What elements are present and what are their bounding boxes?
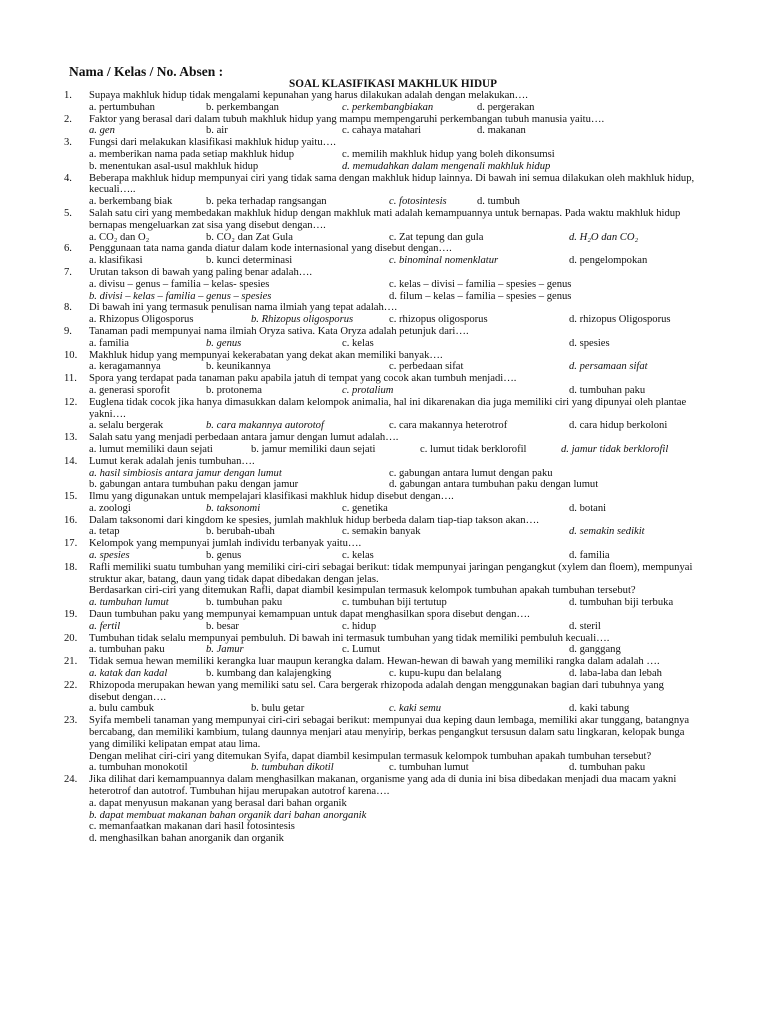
- answer-option: b. perkembangan: [206, 101, 279, 113]
- answer-option: d. memudahkan dalam mengenali makhluk hidup: [342, 160, 551, 172]
- answer-option: c. kupu-kupu dan belalang: [389, 668, 502, 680]
- answer-option: b. taksonomi: [206, 502, 261, 514]
- answer-options-row: [89, 314, 696, 326]
- answer-option: a. gen: [89, 125, 115, 137]
- answer-options-row: [89, 550, 696, 562]
- answer-option: c. semakin banyak: [342, 526, 421, 538]
- answer-options-row: [89, 279, 696, 291]
- answer-option: a. Rhizopus Oligosporus: [89, 314, 194, 326]
- answer-options-row: [89, 232, 696, 244]
- answer-option: d. tumbuhan biji terbuka: [569, 597, 674, 609]
- question-followup-text: Dengan melihat ciri-ciri yang ditemukan Syifa, dapat diambil kesimpulan termasuk kelompok tumbuhan apakah tumbuhan tersebut?: [89, 750, 652, 762]
- answer-option: d. makanan: [477, 125, 526, 137]
- answer-options-row: [89, 338, 696, 350]
- question-text: Dalam taksonomi dari kingdom ke spesies, jumlah makhluk hidup berbeda dalam tiap-tiap takson akan….: [89, 514, 539, 526]
- answer-option: d. filum – kelas – familia – spesies – genus: [389, 290, 572, 302]
- answer-option: c. perbedaan sifat: [389, 361, 464, 373]
- answer-option: c. kelas: [342, 337, 374, 349]
- answer-option: b. air: [206, 125, 228, 137]
- answer-options-row: [89, 597, 696, 609]
- answer-option: a. familia: [89, 337, 130, 349]
- question-number: 5.: [64, 207, 72, 219]
- answer-option: c. memilih makhluk hidup yang boleh dikonsumsi: [342, 148, 555, 160]
- answer-option: a. lumut memiliki daun sejati: [89, 443, 213, 455]
- question-text: Syifa membeli tanaman yang mempunyai ciri-ciri sebagai berikut: mempunyai dua keping daun lembaga, memiliki akar tunggang, batangnya bercabang, dan memiliki kambium, tulang daunnya menjari atau menyirip, berkas pengangkut tersusun dalam satu lingkaran, kelopak bunga yang dimiliki kelipatan empat atau lima.: [89, 715, 690, 750]
- question-stem: [64, 90, 696, 102]
- question-stem: [64, 326, 696, 338]
- question-stem: [64, 302, 696, 314]
- answer-option: b. tumbuhan paku: [206, 597, 283, 609]
- question-stem: [64, 562, 696, 586]
- question-number: 4.: [64, 172, 72, 184]
- answer-option: c. lumut tidak berklorofil: [420, 443, 527, 455]
- answer-option: d. semakin sedikit: [569, 526, 645, 538]
- question-number: 21.: [64, 656, 78, 668]
- question-stem: [64, 715, 696, 750]
- question-text: Ilmu yang digunakan untuk mempelajari klasifikasi makhluk hidup disebut dengan….: [89, 491, 454, 503]
- question-number: 18.: [64, 561, 78, 573]
- question-item: [64, 538, 696, 562]
- question-text: Jika dilihat dari kemampuannya dalam menghasilkan makanan, organisme yang ada di dunia ini bisa dibedakan menjadi dua macam yakni heterotrof dan autotrof. Tumbuhan hijau merupakan autotrof karena….: [89, 774, 677, 798]
- answer-option: b. cara makannya autorotof: [206, 420, 324, 432]
- question-item: [64, 373, 696, 397]
- question-number: 1.: [64, 90, 72, 101]
- question-stem: [64, 680, 696, 704]
- answer-options-row: [89, 526, 696, 538]
- question-item: [64, 456, 696, 491]
- answer-option: a. generasi sporofit: [89, 384, 170, 396]
- answer-option: d. tumbuh: [477, 196, 520, 208]
- answer-option: d. pengelompokan: [569, 255, 648, 267]
- answer-option: c. tumbuhan biji tertutup: [342, 597, 447, 609]
- question-number: 3.: [64, 137, 72, 149]
- student-identity-header: Nama / Kelas / No. Absen :: [69, 64, 224, 79]
- answer-option: a. berkembang biak: [89, 196, 173, 208]
- question-stem: [64, 208, 696, 232]
- question-text: Salah satu ciri yang membedakan makhluk hidup dengan makhluk mati adalah kemampuannya untuk bernapas. Pada waktu makhluk hidup bernapas mengeluarkan zat sisa yang disebut dengan….: [89, 207, 681, 231]
- answer-options-list: [89, 798, 696, 845]
- answer-options-row: [89, 196, 696, 208]
- answer-option: a. tumbuhan monokotil: [89, 762, 188, 774]
- question-stem: [64, 491, 696, 503]
- question-number: 22.: [64, 679, 78, 691]
- answer-option: d. jamur tidak berklorofil: [561, 443, 669, 455]
- worksheet-title: SOAL KLASIFIKASI MAKHLUK HIDUP: [289, 78, 497, 90]
- answer-options-row: [89, 102, 696, 114]
- question-text: Tanaman padi mempunyai nama ilmiah Oryza sativa. Kata Oryza adalah petunjuk dari….: [89, 325, 469, 337]
- answer-option: a. tumbuhan paku: [89, 644, 165, 656]
- question-text: Supaya makhluk hidup tidak mengalami kepunahan yang harus dilakukan adalah dengan melakukan….: [89, 90, 528, 101]
- answer-option: a. tetap: [89, 526, 120, 538]
- answer-option: c. memanfaatkan makanan dari hasil fotosintesis: [89, 821, 295, 833]
- answer-options-row: [89, 621, 696, 633]
- question-item: [64, 633, 696, 657]
- question-item: [64, 715, 696, 774]
- question-text: Urutan takson di bawah yang paling benar adalah….: [89, 266, 312, 278]
- question-text: Beberapa makhluk hidup mempunyai ciri yang tidak sama dengan makhluk hidup lainnya. Di bawah ini semua dilakukan oleh makhluk hidup, kecuali…..: [89, 172, 695, 196]
- answer-option: d. tumbuhan paku: [569, 384, 646, 396]
- question-item: [64, 302, 696, 326]
- question-text: Makhluk hidup yang mempunyai kekerabatan yang dekat akan memiliki banyak….: [89, 349, 443, 361]
- question-item: [64, 267, 696, 302]
- question-number: 14.: [64, 455, 78, 467]
- question-item: [64, 208, 696, 243]
- answer-option: a. klasifikasi: [89, 255, 143, 267]
- answer-options-row: [89, 668, 696, 680]
- answer-option: b. keunikannya: [206, 361, 271, 373]
- question-text: Rhizopoda merupakan hewan yang memiliki satu sel. Cara bergerak rhizopoda adalah dengan menggunakan bagian dari tubuhnya yang disebut dengan….: [89, 679, 664, 703]
- question-text: Faktor yang berasal dari dalam tubuh makhluk hidup yang mampu mempengaruhi perkembangan tubuh manusia yaitu….: [89, 113, 605, 125]
- question-number: 16.: [64, 514, 78, 526]
- question-stem: [64, 774, 696, 798]
- question-number: 23.: [64, 715, 78, 727]
- question-number: 11.: [64, 373, 77, 385]
- question-text: Tumbuhan tidak selalu mempunyai pembuluh. Di bawah ini termasuk tumbuhan yang tidak memiliki pembuluh kecuali….: [89, 632, 610, 644]
- question-number: 20.: [64, 632, 78, 644]
- question-number: 15.: [64, 491, 78, 503]
- answer-option: d. laba-laba dan lebah: [569, 668, 662, 680]
- question-text: Fungsi dari melakukan klasifikasi makhluk hidup yaitu….: [89, 137, 336, 149]
- question-text: Daun tumbuhan paku yang mempunyai kemampuan untuk dapat menghasilkan spora disebut dengan….: [89, 609, 530, 621]
- question-stem: [64, 373, 696, 385]
- question-item: [64, 397, 696, 432]
- question-item: [64, 515, 696, 539]
- answer-option: d. gabungan antara tumbuhan paku dengan lumut: [389, 479, 599, 491]
- question-item: [64, 656, 696, 680]
- question-item: [64, 243, 696, 267]
- answer-options-row: [89, 385, 696, 397]
- answer-option: b. Rhizopus oligosporus: [251, 314, 354, 326]
- answer-option: b. genus: [206, 337, 242, 349]
- question-stem: [64, 538, 696, 550]
- question-item: [64, 90, 696, 114]
- question-item: [64, 491, 696, 515]
- answer-option: c. hidup: [342, 620, 377, 632]
- answer-option: b. genus: [206, 550, 242, 562]
- answer-option: c. kelas: [342, 550, 374, 562]
- answer-option: b. kumbang dan kalajengking: [206, 668, 332, 680]
- question-text: Rafli memiliki suatu tumbuhan yang memiliki ciri-ciri sebagai berikut: tidak mempunyai jaringan pengangkut (xylem dan floem), mempunyai struktur akar, batang, daun yang tidak dapat dibedakan dengan jelas.: [89, 561, 693, 585]
- answer-option: a. memberikan nama pada setiap makhluk hidup: [89, 148, 295, 160]
- answer-option: c. tumbuhan lumut: [389, 762, 469, 774]
- question-stem: [64, 515, 696, 527]
- question-stem: [64, 137, 696, 149]
- answer-option: c. kaki semu: [389, 703, 442, 715]
- answer-options-row: [89, 503, 696, 515]
- answer-option: b. tumbuhan dikotil: [251, 762, 334, 774]
- question-text: Di bawah ini yang termasuk penulisan nama ilmiah yang tepat adalah….: [89, 302, 398, 314]
- question-number: 17.: [64, 538, 78, 550]
- question-item: [64, 432, 696, 456]
- answer-option: b. protonema: [206, 384, 262, 396]
- answer-option: a. zoologi: [89, 502, 131, 514]
- answer-option: b. gabungan antara tumbuhan paku dengan jamur: [89, 479, 299, 491]
- question-stem: [64, 243, 696, 255]
- question-text: Kelompok yang mempunyai jumlah individu terbanyak yaitu….: [89, 538, 362, 550]
- answer-option: d. H₂O dan CO₂: [569, 231, 639, 243]
- answer-option: d. familia: [569, 550, 610, 562]
- answer-option: a. fertil: [89, 620, 121, 632]
- question-stem: [64, 633, 696, 645]
- answer-option: c. cara makannya heterotrof: [389, 420, 508, 432]
- question-stem: [64, 456, 696, 468]
- answer-options-row: [89, 125, 696, 137]
- question-followup-text: Berdasarkan ciri-ciri yang ditemukan Rafli, dapat diambil kesimpulan termasuk kelompok tumbuhan apakah tumbuhan tersebut?: [89, 585, 636, 597]
- answer-option: a. divisu – genus – familia – kelas- spesies: [89, 278, 270, 290]
- answer-option: a. katak dan kadal: [89, 668, 168, 680]
- answer-options-row: [89, 468, 696, 480]
- question-number: 9.: [64, 325, 72, 337]
- answer-options-row: [89, 161, 696, 173]
- answer-option: c. Lumut: [342, 644, 381, 656]
- answer-option: a. hasil simbiosis antara jamur dengan lumut: [89, 467, 282, 479]
- answer-options-row: [89, 444, 696, 456]
- question-text: Spora yang terdapat pada tanaman paku apabila jatuh di tempat yang cocok akan tumbuh menjadi….: [89, 373, 517, 385]
- answer-option: c. fotosintesis: [389, 196, 447, 208]
- question-number: 2.: [64, 113, 72, 125]
- question-stem: [64, 656, 696, 668]
- answer-option: c. gabungan antara lumut dengan paku: [389, 467, 553, 479]
- answer-option: b. peka terhadap rangsangan: [206, 196, 327, 208]
- question-list: [64, 90, 696, 845]
- answer-option: b. Jamur: [206, 644, 244, 656]
- question-text: Tidak semua hewan memiliki kerangka luar maupun kerangka dalam. Hewan-hewan di bawah yang memiliki rangka dalam adalah ….: [89, 656, 660, 668]
- question-number: 13.: [64, 432, 78, 444]
- question-stem: [64, 267, 696, 279]
- answer-option: b. bulu getar: [251, 703, 305, 715]
- answer-option: c. Zat tepung dan gula: [389, 231, 484, 243]
- answer-option: b. menentukan asal-usul makhluk hidup: [89, 160, 259, 172]
- answer-option: d. steril: [569, 620, 601, 632]
- question-item: [64, 774, 696, 845]
- question-item: [64, 680, 696, 715]
- question-text: Euglena tidak cocok jika hanya dimasukkan dalam kelompok animalia, hal ini dikarenakan dia juga memiliki ciri yang dipunyai oleh plantae yakni….: [89, 396, 687, 420]
- answer-options-row: [89, 644, 696, 656]
- answer-options-row: [89, 255, 696, 267]
- answer-option: d. spesies: [569, 337, 610, 349]
- answer-option: d. botani: [569, 502, 607, 514]
- answer-option: b. besar: [206, 620, 239, 632]
- answer-option: b. dapat membuat makanan bahan organik dari bahan anorganik: [89, 809, 367, 821]
- question-stem: [64, 173, 696, 197]
- answer-option: d. menghasilkan bahan anorganik dan organik: [89, 833, 284, 845]
- question-number: 10.: [64, 349, 78, 361]
- question-number: 24.: [64, 774, 78, 786]
- answer-option: a. dapat menyusun makanan yang berasal dari bahan organik: [89, 797, 347, 809]
- question-item: [64, 173, 696, 208]
- answer-option: c. rhizopus oligosporus: [389, 314, 488, 326]
- answer-option: a. spesies: [89, 550, 130, 562]
- question-stem: [64, 609, 696, 621]
- question-item: [64, 326, 696, 350]
- answer-option: a. CO₂ dan O₂: [89, 231, 150, 243]
- question-item: [64, 609, 696, 633]
- answer-option: a. tumbuhan lumut: [89, 597, 169, 609]
- question-text: Penggunaan tata nama ganda diatur dalam kode internasional yang disebut dengan….: [89, 243, 452, 255]
- answer-option: b. CO₂ dan Zat Gula: [206, 231, 293, 243]
- answer-options-row: [89, 149, 696, 161]
- answer-options-row: [89, 420, 696, 432]
- answer-option: a. keragamannya: [89, 361, 161, 373]
- question-number: 6.: [64, 243, 72, 255]
- answer-option: d. tumbuhan paku: [569, 762, 646, 774]
- question-number: 19.: [64, 609, 78, 621]
- answer-option: a. selalu bergerak: [89, 420, 164, 432]
- answer-option: c. protalium: [342, 384, 394, 396]
- answer-option: d. ganggang: [569, 644, 621, 656]
- question-number: 12.: [64, 396, 78, 408]
- question-number: 7.: [64, 266, 72, 278]
- answer-option: b. kunci determinasi: [206, 255, 293, 267]
- question-stem: [64, 114, 696, 126]
- answer-options-row: [89, 762, 696, 774]
- answer-option: b. berubah-ubah: [206, 526, 275, 538]
- answer-option: b. jamur memiliki daun sejati: [251, 443, 376, 455]
- answer-option: c. binominal nomenklatur: [389, 255, 499, 267]
- answer-option: a. bulu cambuk: [89, 703, 155, 715]
- question-stem: [64, 397, 696, 421]
- question-stem: [64, 350, 696, 362]
- question-number: 8.: [64, 302, 72, 314]
- answer-option: c. cahaya matahari: [342, 125, 422, 137]
- question-text: Lumut kerak adalah jenis tumbuhan….: [89, 455, 255, 467]
- answer-option: b. divisi – kelas – familia – genus – spesies: [89, 290, 272, 302]
- answer-option: c. kelas – divisi – familia – spesies – genus: [389, 278, 572, 290]
- answer-option: d. rhizopus Oligosporus: [569, 314, 671, 326]
- answer-options-row: [89, 361, 696, 373]
- answer-option: d. persamaan sifat: [569, 361, 648, 373]
- question-stem: [64, 432, 696, 444]
- question-text: Salah satu yang menjadi perbedaan antara jamur dengan lumut adalah….: [89, 432, 399, 444]
- answer-options-row: [89, 291, 696, 303]
- answer-option: d. kaki tabung: [569, 703, 630, 715]
- answer-options-row: [89, 703, 696, 715]
- question-item: [64, 114, 696, 138]
- answer-options-row: [89, 479, 696, 491]
- answer-option: c. perkembangbiakan: [342, 101, 434, 113]
- answer-option: d. pergerakan: [477, 101, 535, 113]
- question-item: [64, 350, 696, 374]
- answer-option: d. cara hidup berkoloni: [569, 420, 668, 432]
- answer-option: a. pertumbuhan: [89, 101, 155, 113]
- question-item: [64, 562, 696, 609]
- answer-option: c. genetika: [342, 502, 388, 514]
- question-item: [64, 137, 696, 172]
